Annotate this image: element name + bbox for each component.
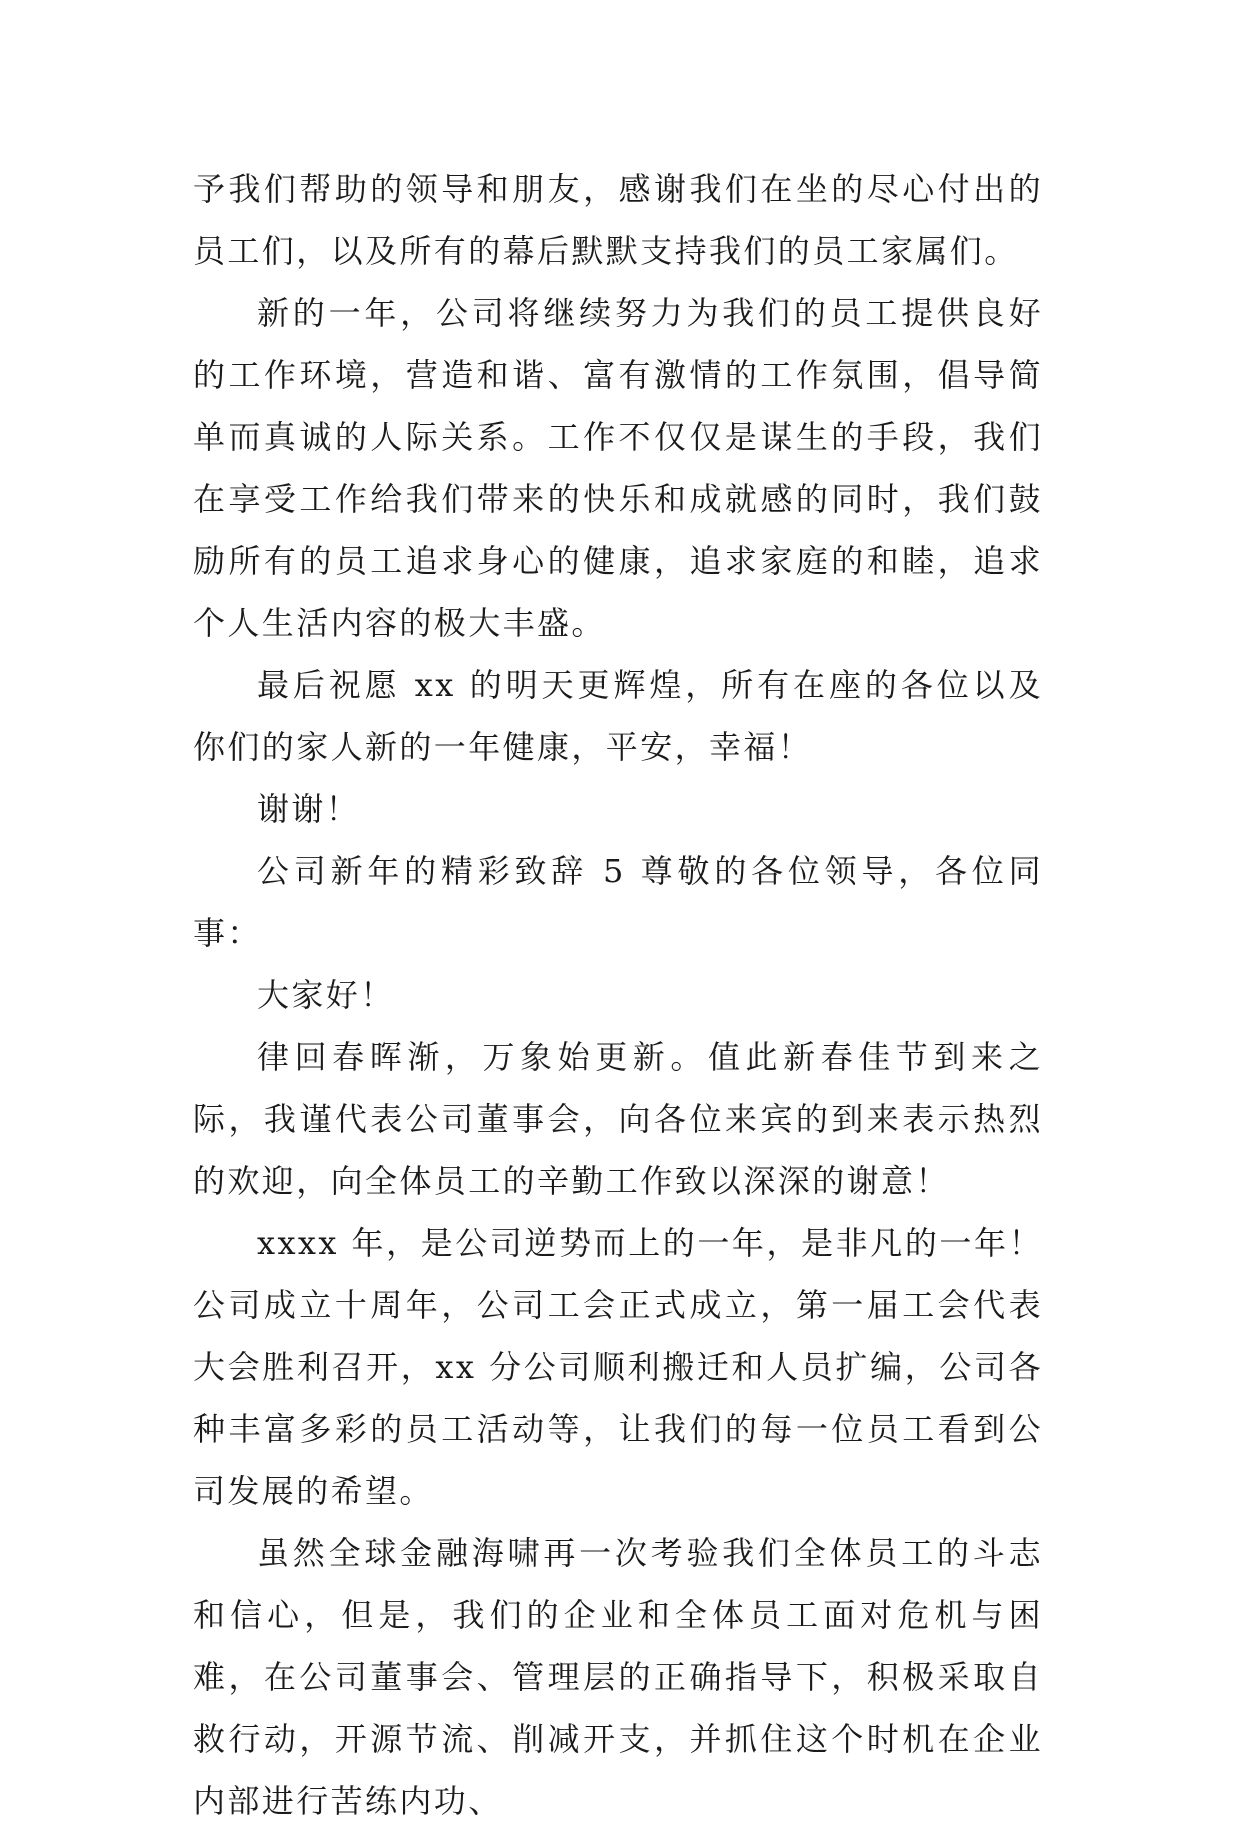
paragraph-thanks-continued: 予我们帮助的领导和朋友，感谢我们在坐的尽心付出的员工们，以及所有的幕后默默支持我们的员工家属们。: [193, 170, 1043, 270]
paragraph-greeting: 大家好！: [257, 976, 395, 1014]
paragraph-financial-crisis: 虽然全球金融海啸再一次考验我们全体员工的斗志和信心，但是，我们的企业和全体员工面对危机与困难，在公司董事会、管理层的正确指导下，积极采取自救行动，开源节流、削减开支，并抓住这个时机在企业内部进行苦练内功、: [193, 1534, 1043, 1820]
paragraph-new-year-outlook: 新的一年，公司将继续努力为我们的员工提供良好的工作环境，营造和谐、富有激情的工作氛围，倡导简单而真诚的人际关系。工作不仅仅是谋生的手段，我们在享受工作给我们带来的快乐和成就感的同时，我们鼓励所有的员工追求身心的健康，追求家庭的和睦，追求个人生活内容的极大丰盛。: [193, 294, 1043, 642]
paragraph-spring-welcome: 律回春晖渐，万象始更新。值此新春佳节到来之际，我谨代表公司董事会，向各位来宾的到来表示热烈的欢迎，向全体员工的辛勤工作致以深深的谢意！: [193, 1038, 1043, 1200]
document-body: [193, 158, 1043, 1832]
paragraph-speech-5-heading: 公司新年的精彩致辞 5 尊敬的各位领导，各位同事：: [193, 852, 1043, 952]
paragraph-thank-you: 谢谢！: [257, 790, 361, 828]
paragraph-year-review: xxxx 年，是公司逆势而上的一年，是非凡的一年！公司成立十周年，公司工会正式成立，第一届工会代表大会胜利召开，xx 分公司顺利搬迁和人员扩编，公司各种丰富多彩的员工活动等，让我们的每一位员工看到公司发展的希望。: [193, 1224, 1043, 1510]
paragraph-closing-wishes: 最后祝愿 xx 的明天更辉煌，所有在座的各位以及你们的家人新的一年健康，平安，幸福！: [193, 666, 1043, 766]
